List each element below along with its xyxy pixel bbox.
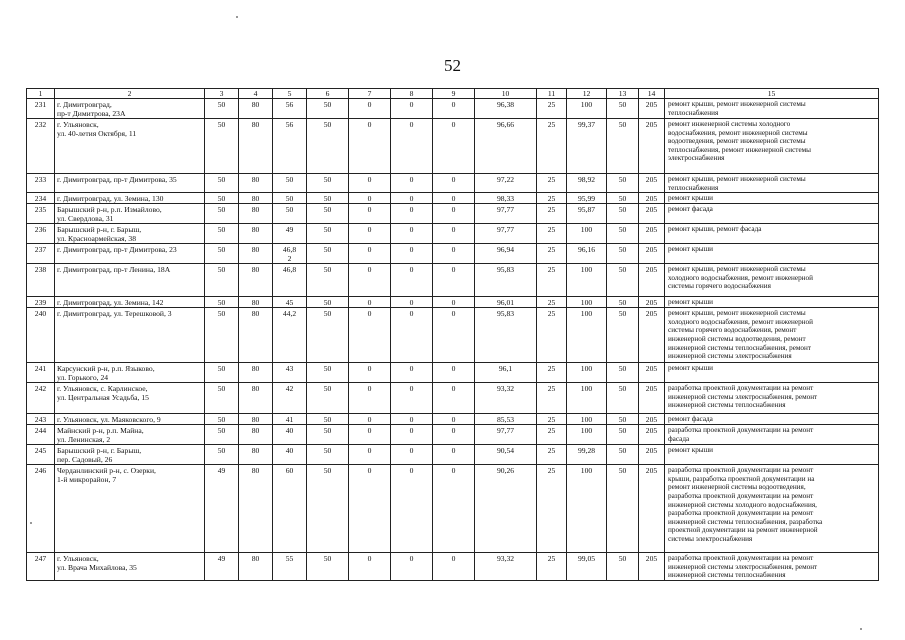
- table-row: [27, 414, 879, 425]
- col-10: 96,66: [475, 119, 537, 174]
- table-row: [27, 465, 879, 553]
- col-14: 205: [639, 174, 665, 193]
- col-4: 80: [239, 244, 273, 264]
- col-10: 97,22: [475, 174, 537, 193]
- work-description: ремонт крыши: [665, 363, 879, 383]
- col-7: 0: [349, 425, 391, 445]
- scan-speck: [860, 628, 862, 630]
- address: г. Ульяновск, с. Карлинское, ул. Центральная Усадьба, 15: [55, 383, 205, 414]
- table-row: [27, 244, 879, 264]
- col-11: 25: [537, 363, 567, 383]
- col-14: 205: [639, 414, 665, 425]
- col-14: 205: [639, 99, 665, 119]
- col-13: 50: [607, 119, 639, 174]
- col-7: 0: [349, 224, 391, 244]
- col-5: 40: [273, 445, 307, 465]
- col-14: 205: [639, 264, 665, 297]
- col-9: 0: [433, 224, 475, 244]
- page-number: 52: [444, 56, 461, 75]
- table-row: [27, 119, 879, 174]
- work-description: ремонт фасада: [665, 204, 879, 224]
- work-description: ремонт крыши, ремонт инженерной системы теплоснабжения: [665, 174, 879, 193]
- col-11: 25: [537, 425, 567, 445]
- col-4: 80: [239, 553, 273, 581]
- col-4: 80: [239, 383, 273, 414]
- header-row: [27, 89, 879, 99]
- col-9: 0: [433, 204, 475, 224]
- col-11: 25: [537, 264, 567, 297]
- col-3: 50: [205, 383, 239, 414]
- col-6: 50: [307, 193, 349, 204]
- col-7: 0: [349, 363, 391, 383]
- col-6: 50: [307, 224, 349, 244]
- col-4: 80: [239, 445, 273, 465]
- address: г. Димитровград, пр-т Ленина, 18А: [55, 264, 205, 297]
- address: Черданлинский р-н, с. Озерки, 1-й микрорайон, 7: [55, 465, 205, 553]
- col-3: 50: [205, 224, 239, 244]
- col-11: 25: [537, 204, 567, 224]
- col-9: 0: [433, 308, 475, 363]
- col-5: 44,2: [273, 308, 307, 363]
- row-number: 238: [27, 264, 55, 297]
- col-5: 60: [273, 465, 307, 553]
- work-description: разработка проектной документации на ремонт фасада: [665, 425, 879, 445]
- col-3: 49: [205, 465, 239, 553]
- col-12: 100: [567, 414, 607, 425]
- col-9: 0: [433, 244, 475, 264]
- col-5: 40: [273, 425, 307, 445]
- table-row: [27, 174, 879, 193]
- column-header: 3: [205, 89, 239, 99]
- column-header: 12: [567, 89, 607, 99]
- column-header: 8: [391, 89, 433, 99]
- col-12: 100: [567, 465, 607, 553]
- row-number: 243: [27, 414, 55, 425]
- col-8: 0: [391, 244, 433, 264]
- row-number: 235: [27, 204, 55, 224]
- work-description: ремонт крыши, ремонт инженерной системы холодного водоснабжения, ремонт инженерной системы горячего водоснабжения: [665, 264, 879, 297]
- col-13: 50: [607, 363, 639, 383]
- col-4: 80: [239, 297, 273, 308]
- col-6: 50: [307, 308, 349, 363]
- address: г. Ульяновск, ул. 40-летия Октября, 11: [55, 119, 205, 174]
- col-11: 25: [537, 465, 567, 553]
- address: г. Димитровград, ул. Земина, 130: [55, 193, 205, 204]
- col-13: 50: [607, 224, 639, 244]
- column-header: 2: [55, 89, 205, 99]
- work-description: разработка проектной документации на ремонт инженерной системы электроснабжения, ремонт инженерной системы теплоснабжения: [665, 383, 879, 414]
- col-12: 99,37: [567, 119, 607, 174]
- col-14: 205: [639, 297, 665, 308]
- column-header: 6: [307, 89, 349, 99]
- address: Майнский р-н, р.п. Майна, ул. Ленинская, 2: [55, 425, 205, 445]
- col-8: 0: [391, 363, 433, 383]
- col-7: 0: [349, 308, 391, 363]
- col-6: 50: [307, 363, 349, 383]
- work-description: ремонт крыши, ремонт фасада: [665, 224, 879, 244]
- col-10: 97,77: [475, 204, 537, 224]
- col-13: 50: [607, 553, 639, 581]
- col-14: 205: [639, 204, 665, 224]
- row-number: 245: [27, 445, 55, 465]
- table-row: [27, 99, 879, 119]
- col-10: 96,1: [475, 363, 537, 383]
- col-4: 80: [239, 363, 273, 383]
- col-8: 0: [391, 204, 433, 224]
- work-description: ремонт крыши: [665, 193, 879, 204]
- col-10: 97,77: [475, 224, 537, 244]
- col-3: 50: [205, 99, 239, 119]
- col-4: 80: [239, 425, 273, 445]
- col-7: 0: [349, 553, 391, 581]
- col-7: 0: [349, 204, 391, 224]
- address: г. Димитровград, ул. Терешковой, 3: [55, 308, 205, 363]
- row-number: 231: [27, 99, 55, 119]
- col-10: 95,83: [475, 308, 537, 363]
- col-4: 80: [239, 119, 273, 174]
- work-description: ремонт фасада: [665, 414, 879, 425]
- register-table: [26, 88, 879, 581]
- col-6: 50: [307, 264, 349, 297]
- col-4: 80: [239, 414, 273, 425]
- col-4: 80: [239, 264, 273, 297]
- col-10: 85,53: [475, 414, 537, 425]
- col-5: 49: [273, 224, 307, 244]
- col-9: 0: [433, 425, 475, 445]
- col-13: 50: [607, 204, 639, 224]
- col-11: 25: [537, 297, 567, 308]
- col-11: 25: [537, 308, 567, 363]
- col-8: 0: [391, 224, 433, 244]
- col-8: 0: [391, 553, 433, 581]
- col-5: 43: [273, 363, 307, 383]
- col-5: 50: [273, 204, 307, 224]
- col-8: 0: [391, 383, 433, 414]
- work-description: ремонт крыши, ремонт инженерной системы теплоснабжения: [665, 99, 879, 119]
- col-6: 50: [307, 174, 349, 193]
- col-3: 50: [205, 425, 239, 445]
- col-12: 100: [567, 363, 607, 383]
- col-9: 0: [433, 297, 475, 308]
- col-5: 45: [273, 297, 307, 308]
- col-12: 100: [567, 308, 607, 363]
- col-9: 0: [433, 445, 475, 465]
- col-8: 0: [391, 297, 433, 308]
- col-14: 205: [639, 553, 665, 581]
- col-4: 80: [239, 174, 273, 193]
- col-8: 0: [391, 425, 433, 445]
- col-12: 100: [567, 264, 607, 297]
- col-7: 0: [349, 244, 391, 264]
- col-11: 25: [537, 244, 567, 264]
- address: г. Ульяновск, ул. Врача Михайлова, 35: [55, 553, 205, 581]
- table-row: [27, 204, 879, 224]
- row-number: 236: [27, 224, 55, 244]
- col-4: 80: [239, 224, 273, 244]
- col-14: 205: [639, 244, 665, 264]
- row-number: 244: [27, 425, 55, 445]
- col-13: 50: [607, 425, 639, 445]
- work-description: ремонт крыши: [665, 244, 879, 264]
- col-13: 50: [607, 383, 639, 414]
- col-7: 0: [349, 119, 391, 174]
- work-description: ремонт инженерной системы холодного водоснабжения, ремонт инженерной системы водоотведения, ремонт инженерной системы теплоснабжения, ремонт инженерной системы электроснабжения: [665, 119, 879, 174]
- column-header: 11: [537, 89, 567, 99]
- address: г. Димитровград, пр-т Димитрова, 23А: [55, 99, 205, 119]
- work-description: ремонт крыши: [665, 297, 879, 308]
- col-5: 46,8: [273, 264, 307, 297]
- col-10: 93,32: [475, 383, 537, 414]
- col-6: 50: [307, 425, 349, 445]
- col-5: 41: [273, 414, 307, 425]
- col-12: 100: [567, 425, 607, 445]
- row-number: 233: [27, 174, 55, 193]
- col-7: 0: [349, 383, 391, 414]
- col-5: 46,8 2: [273, 244, 307, 264]
- scan-speck: [236, 16, 238, 18]
- col-9: 0: [433, 264, 475, 297]
- col-13: 50: [607, 297, 639, 308]
- address: Барышский р-н, г. Барыш, пер. Садовый, 26: [55, 445, 205, 465]
- col-10: 90,54: [475, 445, 537, 465]
- work-description: разработка проектной документации на ремонт инженерной системы электроснабжения, ремонт инженерной системы теплоснабжения: [665, 553, 879, 581]
- col-8: 0: [391, 174, 433, 193]
- work-description: ремонт крыши: [665, 445, 879, 465]
- row-number: 234: [27, 193, 55, 204]
- col-10: 96,94: [475, 244, 537, 264]
- col-11: 25: [537, 99, 567, 119]
- col-9: 0: [433, 119, 475, 174]
- col-7: 0: [349, 445, 391, 465]
- address: г. Ульяновск, ул. Маяковского, 9: [55, 414, 205, 425]
- work-description: ремонт крыши, ремонт инженерной системы холодного водоснабжения, ремонт инженерной системы горячего водоснабжения, ремонт инженерной системы водоотведения, ремонт инженерной системы теплоснабжения, ремонт инженерной системы электроснабжения: [665, 308, 879, 363]
- col-8: 0: [391, 465, 433, 553]
- address: г. Димитровград, пр-т Димитрова, 23: [55, 244, 205, 264]
- col-12: 99,28: [567, 445, 607, 465]
- col-6: 50: [307, 99, 349, 119]
- col-3: 50: [205, 445, 239, 465]
- scan-speck: [30, 522, 32, 524]
- col-6: 50: [307, 204, 349, 224]
- table-row: [27, 445, 879, 465]
- col-6: 50: [307, 297, 349, 308]
- address: Барышский р-н, г. Барыш, ул. Красноармейская, 38: [55, 224, 205, 244]
- column-header: 10: [475, 89, 537, 99]
- row-number: 239: [27, 297, 55, 308]
- col-3: 50: [205, 244, 239, 264]
- col-12: 100: [567, 99, 607, 119]
- col-12: 100: [567, 224, 607, 244]
- col-7: 0: [349, 99, 391, 119]
- col-11: 25: [537, 553, 567, 581]
- col-11: 25: [537, 445, 567, 465]
- col-7: 0: [349, 465, 391, 553]
- column-header: 4: [239, 89, 273, 99]
- col-14: 205: [639, 465, 665, 553]
- col-8: 0: [391, 119, 433, 174]
- table-row: [27, 297, 879, 308]
- table-row: [27, 193, 879, 204]
- col-3: 50: [205, 297, 239, 308]
- col-13: 50: [607, 174, 639, 193]
- col-9: 0: [433, 465, 475, 553]
- col-10: 97,77: [475, 425, 537, 445]
- col-6: 50: [307, 244, 349, 264]
- column-header: 5: [273, 89, 307, 99]
- col-11: 25: [537, 224, 567, 244]
- col-13: 50: [607, 465, 639, 553]
- row-number: 232: [27, 119, 55, 174]
- row-number: 247: [27, 553, 55, 581]
- col-5: 56: [273, 99, 307, 119]
- col-5: 50: [273, 174, 307, 193]
- col-8: 0: [391, 308, 433, 363]
- col-9: 0: [433, 174, 475, 193]
- col-14: 205: [639, 119, 665, 174]
- col-9: 0: [433, 99, 475, 119]
- row-number: 246: [27, 465, 55, 553]
- col-12: 100: [567, 383, 607, 414]
- col-11: 25: [537, 174, 567, 193]
- address: Карсунский р-н, р.п. Языково, ул. Горького, 24: [55, 363, 205, 383]
- col-5: 55: [273, 553, 307, 581]
- col-6: 50: [307, 119, 349, 174]
- col-6: 50: [307, 553, 349, 581]
- column-header: 7: [349, 89, 391, 99]
- col-12: 95,99: [567, 193, 607, 204]
- col-13: 50: [607, 244, 639, 264]
- table-row: [27, 308, 879, 363]
- col-10: 95,83: [475, 264, 537, 297]
- col-6: 50: [307, 383, 349, 414]
- column-header: 14: [639, 89, 665, 99]
- col-14: 205: [639, 224, 665, 244]
- col-7: 0: [349, 174, 391, 193]
- col-7: 0: [349, 264, 391, 297]
- col-9: 0: [433, 363, 475, 383]
- col-13: 50: [607, 99, 639, 119]
- col-13: 50: [607, 308, 639, 363]
- col-6: 50: [307, 465, 349, 553]
- col-8: 0: [391, 414, 433, 425]
- table-body: [27, 89, 879, 581]
- col-14: 205: [639, 445, 665, 465]
- col-3: 50: [205, 174, 239, 193]
- work-description: разработка проектной документации на ремонт крыши, разработка проектной документации на ремонт инженерной системы водоотведения, разработка проектной документации на ремонт инженерной системы холодного водоснабжения, разработка проектной документации на ремонт инженерной системы теплоснабжения, разработка проектной документации на ремонт инженерной системы электроснабжения: [665, 465, 879, 553]
- col-14: 205: [639, 425, 665, 445]
- address: г. Димитровград, пр-т Димитрова, 35: [55, 174, 205, 193]
- col-4: 80: [239, 465, 273, 553]
- col-9: 0: [433, 383, 475, 414]
- col-9: 0: [433, 193, 475, 204]
- col-3: 50: [205, 193, 239, 204]
- col-12: 99,05: [567, 553, 607, 581]
- col-3: 50: [205, 363, 239, 383]
- column-header: 13: [607, 89, 639, 99]
- col-14: 205: [639, 193, 665, 204]
- col-11: 25: [537, 119, 567, 174]
- col-8: 0: [391, 264, 433, 297]
- col-13: 50: [607, 193, 639, 204]
- table-row: [27, 264, 879, 297]
- col-3: 50: [205, 204, 239, 224]
- col-5: 42: [273, 383, 307, 414]
- col-4: 80: [239, 308, 273, 363]
- col-12: 100: [567, 297, 607, 308]
- col-14: 205: [639, 383, 665, 414]
- col-10: 90,26: [475, 465, 537, 553]
- col-12: 98,92: [567, 174, 607, 193]
- address: г. Димитровград, ул. Земина, 142: [55, 297, 205, 308]
- col-5: 50: [273, 193, 307, 204]
- row-number: 241: [27, 363, 55, 383]
- col-7: 0: [349, 193, 391, 204]
- col-6: 50: [307, 445, 349, 465]
- col-3: 49: [205, 553, 239, 581]
- col-9: 0: [433, 414, 475, 425]
- col-3: 50: [205, 308, 239, 363]
- col-8: 0: [391, 99, 433, 119]
- column-header: 15: [665, 89, 879, 99]
- column-header: 1: [27, 89, 55, 99]
- col-10: 96,38: [475, 99, 537, 119]
- col-10: 98,33: [475, 193, 537, 204]
- col-4: 80: [239, 204, 273, 224]
- table-row: [27, 363, 879, 383]
- table-row: [27, 224, 879, 244]
- col-4: 80: [239, 99, 273, 119]
- col-4: 80: [239, 193, 273, 204]
- col-5: 56: [273, 119, 307, 174]
- col-11: 25: [537, 193, 567, 204]
- table-row: [27, 383, 879, 414]
- row-number: 242: [27, 383, 55, 414]
- col-13: 50: [607, 445, 639, 465]
- col-3: 50: [205, 119, 239, 174]
- col-13: 50: [607, 264, 639, 297]
- col-12: 96,16: [567, 244, 607, 264]
- table-row: [27, 553, 879, 581]
- col-11: 25: [537, 414, 567, 425]
- col-9: 0: [433, 553, 475, 581]
- col-10: 93,32: [475, 553, 537, 581]
- row-number: 240: [27, 308, 55, 363]
- col-12: 95,87: [567, 204, 607, 224]
- col-14: 205: [639, 363, 665, 383]
- col-8: 0: [391, 445, 433, 465]
- table-row: [27, 425, 879, 445]
- col-13: 50: [607, 414, 639, 425]
- address: Барышский р-н, р.п. Измайлово, ул. Свердлова, 31: [55, 204, 205, 224]
- row-number: 237: [27, 244, 55, 264]
- col-14: 205: [639, 308, 665, 363]
- col-10: 96,01: [475, 297, 537, 308]
- column-header: 9: [433, 89, 475, 99]
- col-3: 50: [205, 414, 239, 425]
- col-8: 0: [391, 193, 433, 204]
- col-11: 25: [537, 383, 567, 414]
- col-6: 50: [307, 414, 349, 425]
- col-7: 0: [349, 297, 391, 308]
- col-7: 0: [349, 414, 391, 425]
- col-3: 50: [205, 264, 239, 297]
